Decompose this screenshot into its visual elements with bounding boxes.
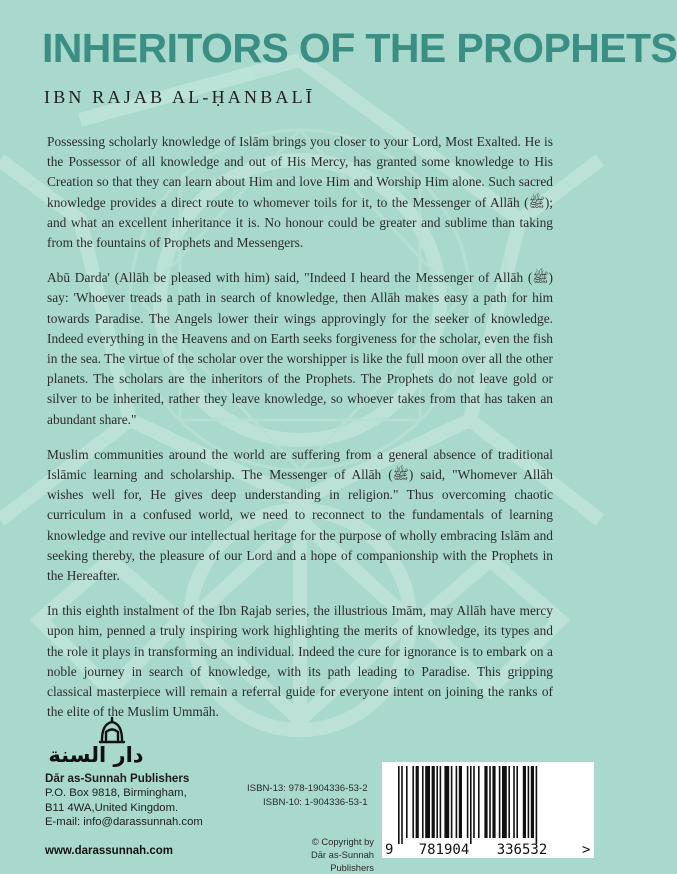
barcode-bar [467,766,469,838]
copyright-line1: © Copyright by [311,836,374,847]
barcode-bar [523,766,526,838]
barcode-first-digit: 9 [385,842,394,858]
barcode-bar [432,766,435,838]
barcode-bar [492,766,495,838]
barcode-bar [412,766,414,838]
publisher-email: E-mail: info@darassunnah.com [45,816,203,829]
barcode-bar [436,766,438,838]
barcode-bar [425,766,430,838]
barcode-bar [513,766,515,838]
barcode-bar [444,766,449,838]
barcode-bar [398,766,400,844]
blurb-text [47,132,553,737]
barcode-group2: 336532 [496,842,548,858]
isbn-barcode [382,762,594,858]
barcode-bar [456,766,458,838]
publisher-logo [40,716,152,768]
blurb-paragraph-3: Muslim communities around the world are suffering from a general absence of traditional Islāmic learning and scholarship. The Messenger of Allāh (ﷺ) said, "Whomever Allāh wishes well for, He gives deep understanding in religion." Thus overcoming chaotic curriculum in a confused world, we need to reconnect to the fundamentals of learning knowledge and revive our intellectual heritage for the purpose of wholly embracing Islām and seeking thereby, the pleasure of our Lord and a hope of companionship with the Prophets in the Hereafter. [47,446,553,584]
isbn-info [247,782,368,810]
publisher-website: www.darassunnah.com [45,845,174,857]
publisher-info [45,772,203,830]
isbn-13: ISBN-13: 978-1904336-53-2 [247,783,368,794]
barcode-bars [398,766,537,844]
barcode-group1: 781904 [418,842,470,858]
publisher-address-line2: B11 4WA,United Kingdom. [45,801,179,814]
barcode-bar [478,766,480,838]
barcode-arrow: > [582,842,591,858]
barcode-bar [459,766,462,838]
barcode-bar [508,766,510,838]
barcode-bar [502,766,507,838]
barcode-bar [451,766,453,838]
barcode-bar [531,766,534,838]
blurb-paragraph-2: Abū Darda' (Allāh be pleased with him) said, "Indeed I heard the Messenger of Allāh (ﷺ) say: 'Whoever treads a path in search of knowledge, then Allāh makes easy a path for him towards Paradise. The Angels lower their wings approvingly for the seeker of knowledge. Indeed everything in the Heavens and on Earth seeks forgiveness for the scholar, even the fish in the sea. The virtue of the scholar over the worshipper is like the full moon over all the other planets. The scholars are the inheritors of the Prophets. The Prophets do not leave gold or silver to be inherited, rather they leave knowledge, so whoever takes from that has taken an abundant share." [47,270,553,427]
barcode-bar [401,766,403,844]
publisher-logo-text: دار السنة [48,743,144,767]
copyright-line2: Dār as-Sunnah Publishers [310,849,374,873]
barcode-bar [489,766,491,838]
barcode-bar [470,766,472,844]
publisher-name: Dār as-Sunnah Publishers [45,772,190,785]
author-name: IBN RAJAB AL-ḤANBALĪ [44,87,315,107]
blurb-paragraph-1: Possessing scholarly knowledge of Islām brings you closer to your Lord, Most Exalted. He is the Possessor of all knowledge and out of His Mercy, has granted some knowledge to His Creation so that they can learn about Him and love Him and Worship Him alone. Such sacred knowledge provides a direct route to whomever toils for it, to the Messenger of Allāh (ﷺ); and what an excellent inheritance it is. No honour could be greater and sublime than taking from the fountains of Prophets and Messengers. [47,134,553,251]
barcode-bar [416,766,419,838]
book-title: INHERITORS OF THE PROPHETS [42,25,677,71]
barcode-bar [499,766,501,838]
publisher-address-line1: P.O. Box 9818, Birmingham, [45,787,187,800]
blurb-paragraph-4: In this eighth instalment of the Ibn Rajab series, the illustrious Imām, may Allāh have mercy upon him, penned a truly inspiring work highlighting the merits of knowledge, its types and the role it plays in transforming an individual. Indeed the cure for ignorance is to embark on a noble journey in search of knowledge, with its path leading to Paradise. This gripping classical masterpiece will remain a referral guide for everyone intent on joining the ranks of the elite of the Muslim Ummāh. [47,603,553,720]
barcode-bar [406,766,408,838]
barcode-bar [484,766,487,838]
barcode-bar [536,766,538,844]
isbn-10: ISBN-10: 1-904336-53-1 [263,797,368,808]
copyright-info [294,835,374,874]
barcode-bar [422,766,424,838]
barcode-bar [528,766,530,838]
barcode-bar [473,766,475,838]
barcode-bar [440,766,442,838]
barcode-bar [516,766,518,838]
